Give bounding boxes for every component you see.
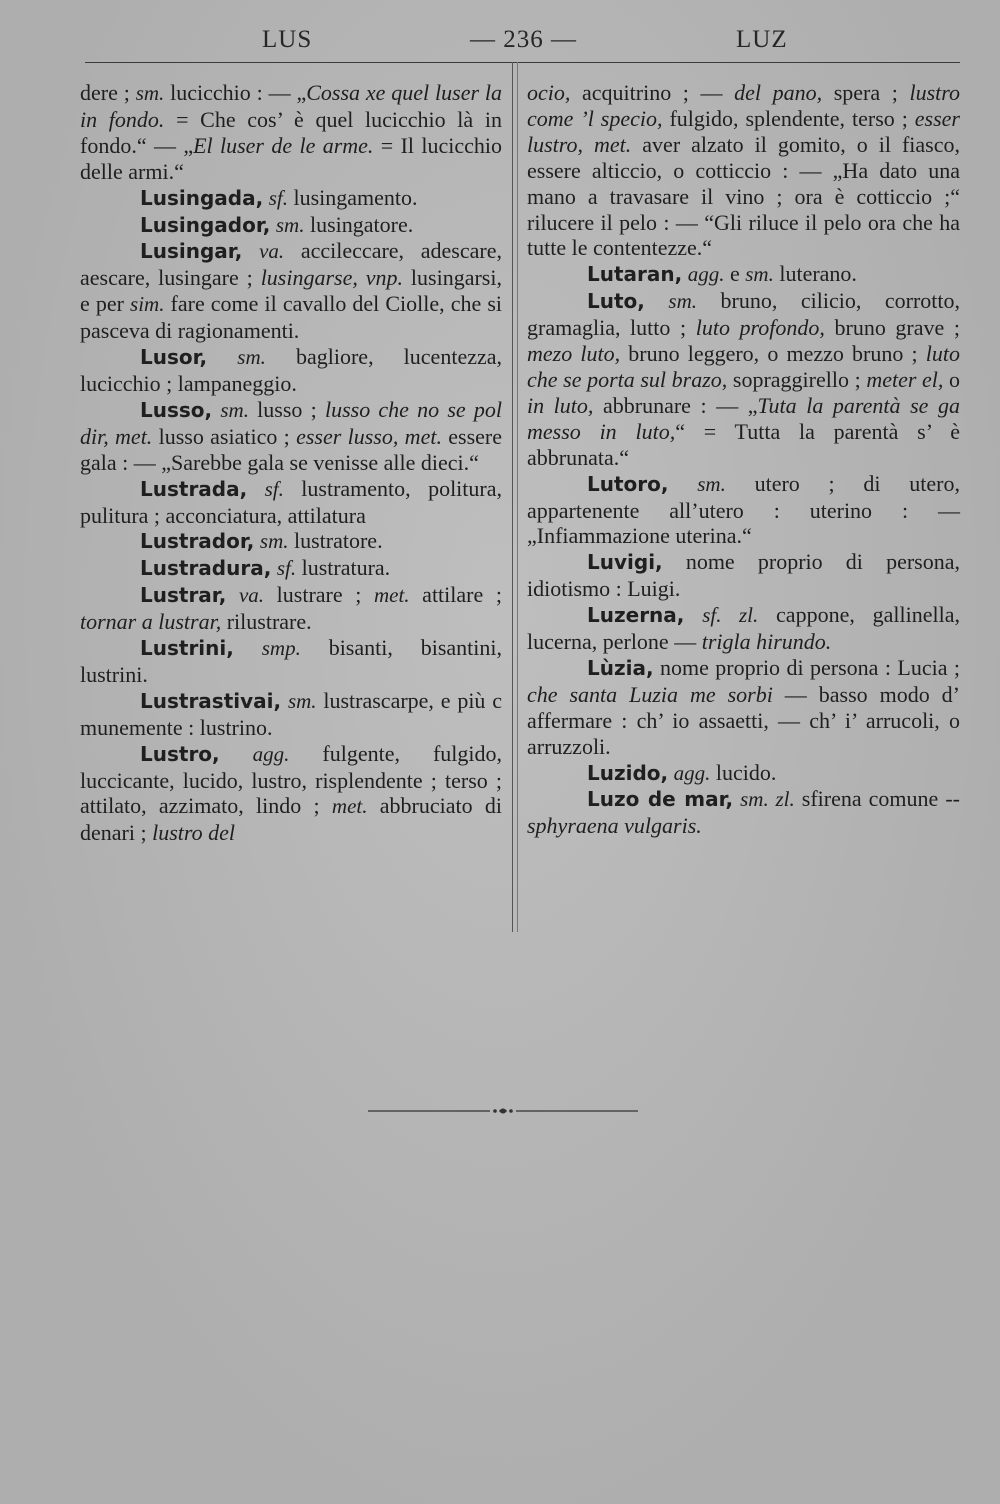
grammar-abbrev: sm. [220,397,249,422]
headword: Luzo de mar, [587,787,734,812]
right-column [527,80,960,839]
left-column [80,80,502,846]
grammar-abbrev: sm. [135,81,165,105]
grammar-abbrev: sm. [259,529,289,554]
entry-text: lustratura. [296,555,391,581]
entry-text: luterano. [773,261,857,287]
right-entry [527,602,960,655]
entry-text: lusingatore. [304,211,414,237]
entry-text: attilare ; [409,582,502,608]
entry-text [684,602,702,627]
dialect-example: meter el, [866,366,944,392]
entry-text: accileccare, adescare, aescare, lusingare ; [80,238,502,291]
entry-text: = Che cos’ è quel lucicchio là in fondo.“ — „ [80,106,502,158]
entry-text: o [943,366,961,392]
dialect-example: ocio, [527,80,571,105]
running-head-left: LUS [262,26,313,53]
entry-text: fare come il cavallo del Ciolle, che si pasceva di ragionamenti. [80,291,502,344]
grammar-abbrev: sm. [668,289,697,314]
headword: Luvigi, [587,550,663,575]
entry-text [281,688,288,713]
entry-text: lusso ; [248,396,325,422]
dialect-example: esser lustro, met. [527,105,960,157]
dialect-example: trigla hirundo. [701,629,832,655]
entry-text: lusingarsi, e per [80,265,502,317]
dialect-example: del pano, [734,80,823,105]
grammar-abbrev: sim. [130,292,165,317]
dialect-example: luto profondo, [695,315,825,341]
right-entry [527,549,960,602]
headword: Lustro, [140,741,220,766]
entry-text: aver alzato il gomito, o il fiasco, essere alticcio, o cotticcio : — „Ha dato una mano a travasare il vino ; ora è cotticcio ;“ rilucere il pelo : — “Gli riluce il pelo ora che ha tutte le contentezze.“ [527,131,960,261]
entry-text: cappone, gallinella, lucerna, perlone — [527,602,960,655]
header-rule [85,62,960,63]
entry-text: lucicchio : — „ [164,80,307,105]
headword: Lusingador, [140,212,271,237]
entry-text: bruno grave ; [824,315,961,341]
entry-text: acquitrino ; — [570,80,735,105]
entry-text: spera ; [822,80,910,105]
headword: Luto, [587,289,645,314]
dialect-example: lusingarse, vnp. [260,265,404,291]
grammar-abbrev: sf. [276,556,297,581]
entry-text: lusso asiatico ; [152,423,297,449]
right-entry [527,760,960,787]
left-entry [80,528,502,555]
grammar-abbrev: va. [238,583,265,608]
headword: Lusingada, [140,185,264,210]
right-entry [527,261,960,288]
headword: Lusingar, [140,239,243,264]
dialect-example: Tuta la parentà se ga messo in luto, [527,392,961,444]
headword: Lùzia, [587,655,654,680]
entry-text: lustrare ; [264,582,374,608]
entry-text: lustrascarpe, e più c munemente : lustrino. [80,687,503,740]
left-entry [80,185,502,212]
entry-text: lustramento, politura, pulitura ; acconciatura, attilatura [80,475,502,528]
end-ornament [368,1104,638,1118]
left-entry [80,238,502,344]
left-entry [80,635,502,688]
grammar-abbrev: sf. [264,476,284,501]
dialect-example: lustro del [152,820,236,846]
entry-text: “ = Tutta la parentà s’ è abbrunata.“ [527,418,960,470]
entry-text: bagliore, lucentezza, lucicchio ; lampaneggio. [80,344,502,396]
entry-text: bruno leggero, o mezzo bruno ; [620,341,926,367]
grammar-abbrev: agg. [687,262,725,287]
grammar-abbrev: agg. [673,760,711,785]
entry-text: — basso modo d’ affermare : ch’ io assaetti, — ch’ i’ arrucoli, o arruzzoli. [527,681,961,759]
left-entry [80,80,502,185]
headword: Lustrastivai, [140,688,282,713]
right-entry [527,471,960,550]
entry-text: lustratore. [288,528,383,554]
dialect-example: in luto, [527,392,594,418]
grammar-abbrev: sm. [275,212,305,237]
grammar-abbrev: met. [373,583,410,608]
grammar-abbrev: sf. [268,185,288,210]
grammar-abbrev: agg. [252,741,290,766]
grammar-abbrev: met. [331,794,368,819]
entry-text [226,582,239,607]
headword: Lustrar, [140,583,227,608]
entry-text [668,471,697,496]
headword: Lustradura, [140,556,272,581]
entry-text: bruno, cilicio, corrotto, gramaglia, lutto ; [527,288,960,341]
dialect-example: esser lusso, met. [296,423,442,449]
entry-text: nome proprio di persona : Lucia ; [653,654,960,680]
column-divider-inner [517,62,518,932]
headword: Lutoro, [587,471,669,496]
left-entry [80,344,502,397]
grammar-abbrev: sm. zl. [740,787,795,812]
headword: Lustrini, [140,636,234,661]
headword: Luzido, [587,760,669,785]
grammar-abbrev: sm. [287,688,317,713]
entry-text: sopraggirello ; [727,366,867,392]
left-entry [80,476,502,529]
left-entry [80,688,502,741]
entry-text: abbrunare : — „ [593,392,758,418]
entry-text: rilustrare. [221,609,312,635]
left-entry [80,212,502,239]
left-entry [80,397,502,476]
dialect-example: che santa Luzia me sorbi [527,681,773,707]
grammar-abbrev: sm. [237,345,266,370]
grammar-abbrev: smp. [261,636,301,661]
grammar-abbrev: sm. [745,262,774,287]
grammar-abbrev: sm. [697,471,726,496]
running-head-right: LUZ [736,26,788,53]
entry-text: dere ; [80,80,136,105]
entry-text [242,238,259,263]
headword: Luzerna, [587,603,685,628]
right-entry [527,80,960,261]
entry-text: sfirena comune -- [794,786,960,812]
dialect-example: luto che se porta sul brazo, [527,341,960,392]
dialect-example: tornar a lustrar, [80,609,222,635]
entry-text: = Il lucicchio delle armi.“ [80,132,502,184]
page-number: — 236 — [470,26,577,53]
dialect-example: lustro come ’l specio, [527,80,960,131]
entry-text: essere gala : — „Sarebbe gala se venisse alle dieci.“ [80,423,503,475]
right-entry [527,655,960,760]
entry-text: e [724,261,746,287]
left-entry [80,741,502,847]
dialect-example: lusso che no se pol dir, met. [80,396,503,449]
left-entry [80,582,502,635]
entry-text: lucido. [710,759,777,785]
dialect-example: mezo luto, [527,341,621,367]
dialect-example: sphyraena vulgaris. [527,813,702,839]
entry-text: fulgente, fulgido, luccicante, lucido, lustro, risplendente ; terso ; attilato, azzimato, lindo ; [80,740,502,819]
running-head [0,26,1000,62]
right-entry [527,288,960,470]
column-divider [512,62,513,932]
entry-text: lusingamento. [287,184,418,210]
entry-text [645,288,669,313]
right-entry [527,786,960,839]
entry-text: nome proprio di persona, idiotismo : Luigi. [527,549,960,602]
headword: Lustrada, [140,476,248,501]
left-entry [80,555,502,582]
dialect-example: El luser de le arme. [193,132,374,158]
entry-text [207,344,237,369]
dialect-example: Cossa xe quel luser la in fondo. [80,80,502,132]
entry-text: abbruciato di denari ; [80,793,502,846]
headword: Lusso, [140,397,213,422]
grammar-abbrev: sf. zl. [702,603,759,628]
entry-text: fulgido, splendente, terso ; [662,105,915,131]
entry-text [247,476,264,501]
entry-text: bisanti, bisantini, lustrini. [80,635,502,687]
entry-text [220,741,253,766]
headword: Lustrador, [140,529,255,554]
entry-text [234,635,262,660]
headword: Lutaran, [587,262,683,287]
grammar-abbrev: va. [259,239,285,264]
headword: Lusor, [140,345,208,370]
entry-text: utero ; di utero, appartenente all’utero : uterino : — „Infiammazione uterina.“ [527,470,960,549]
